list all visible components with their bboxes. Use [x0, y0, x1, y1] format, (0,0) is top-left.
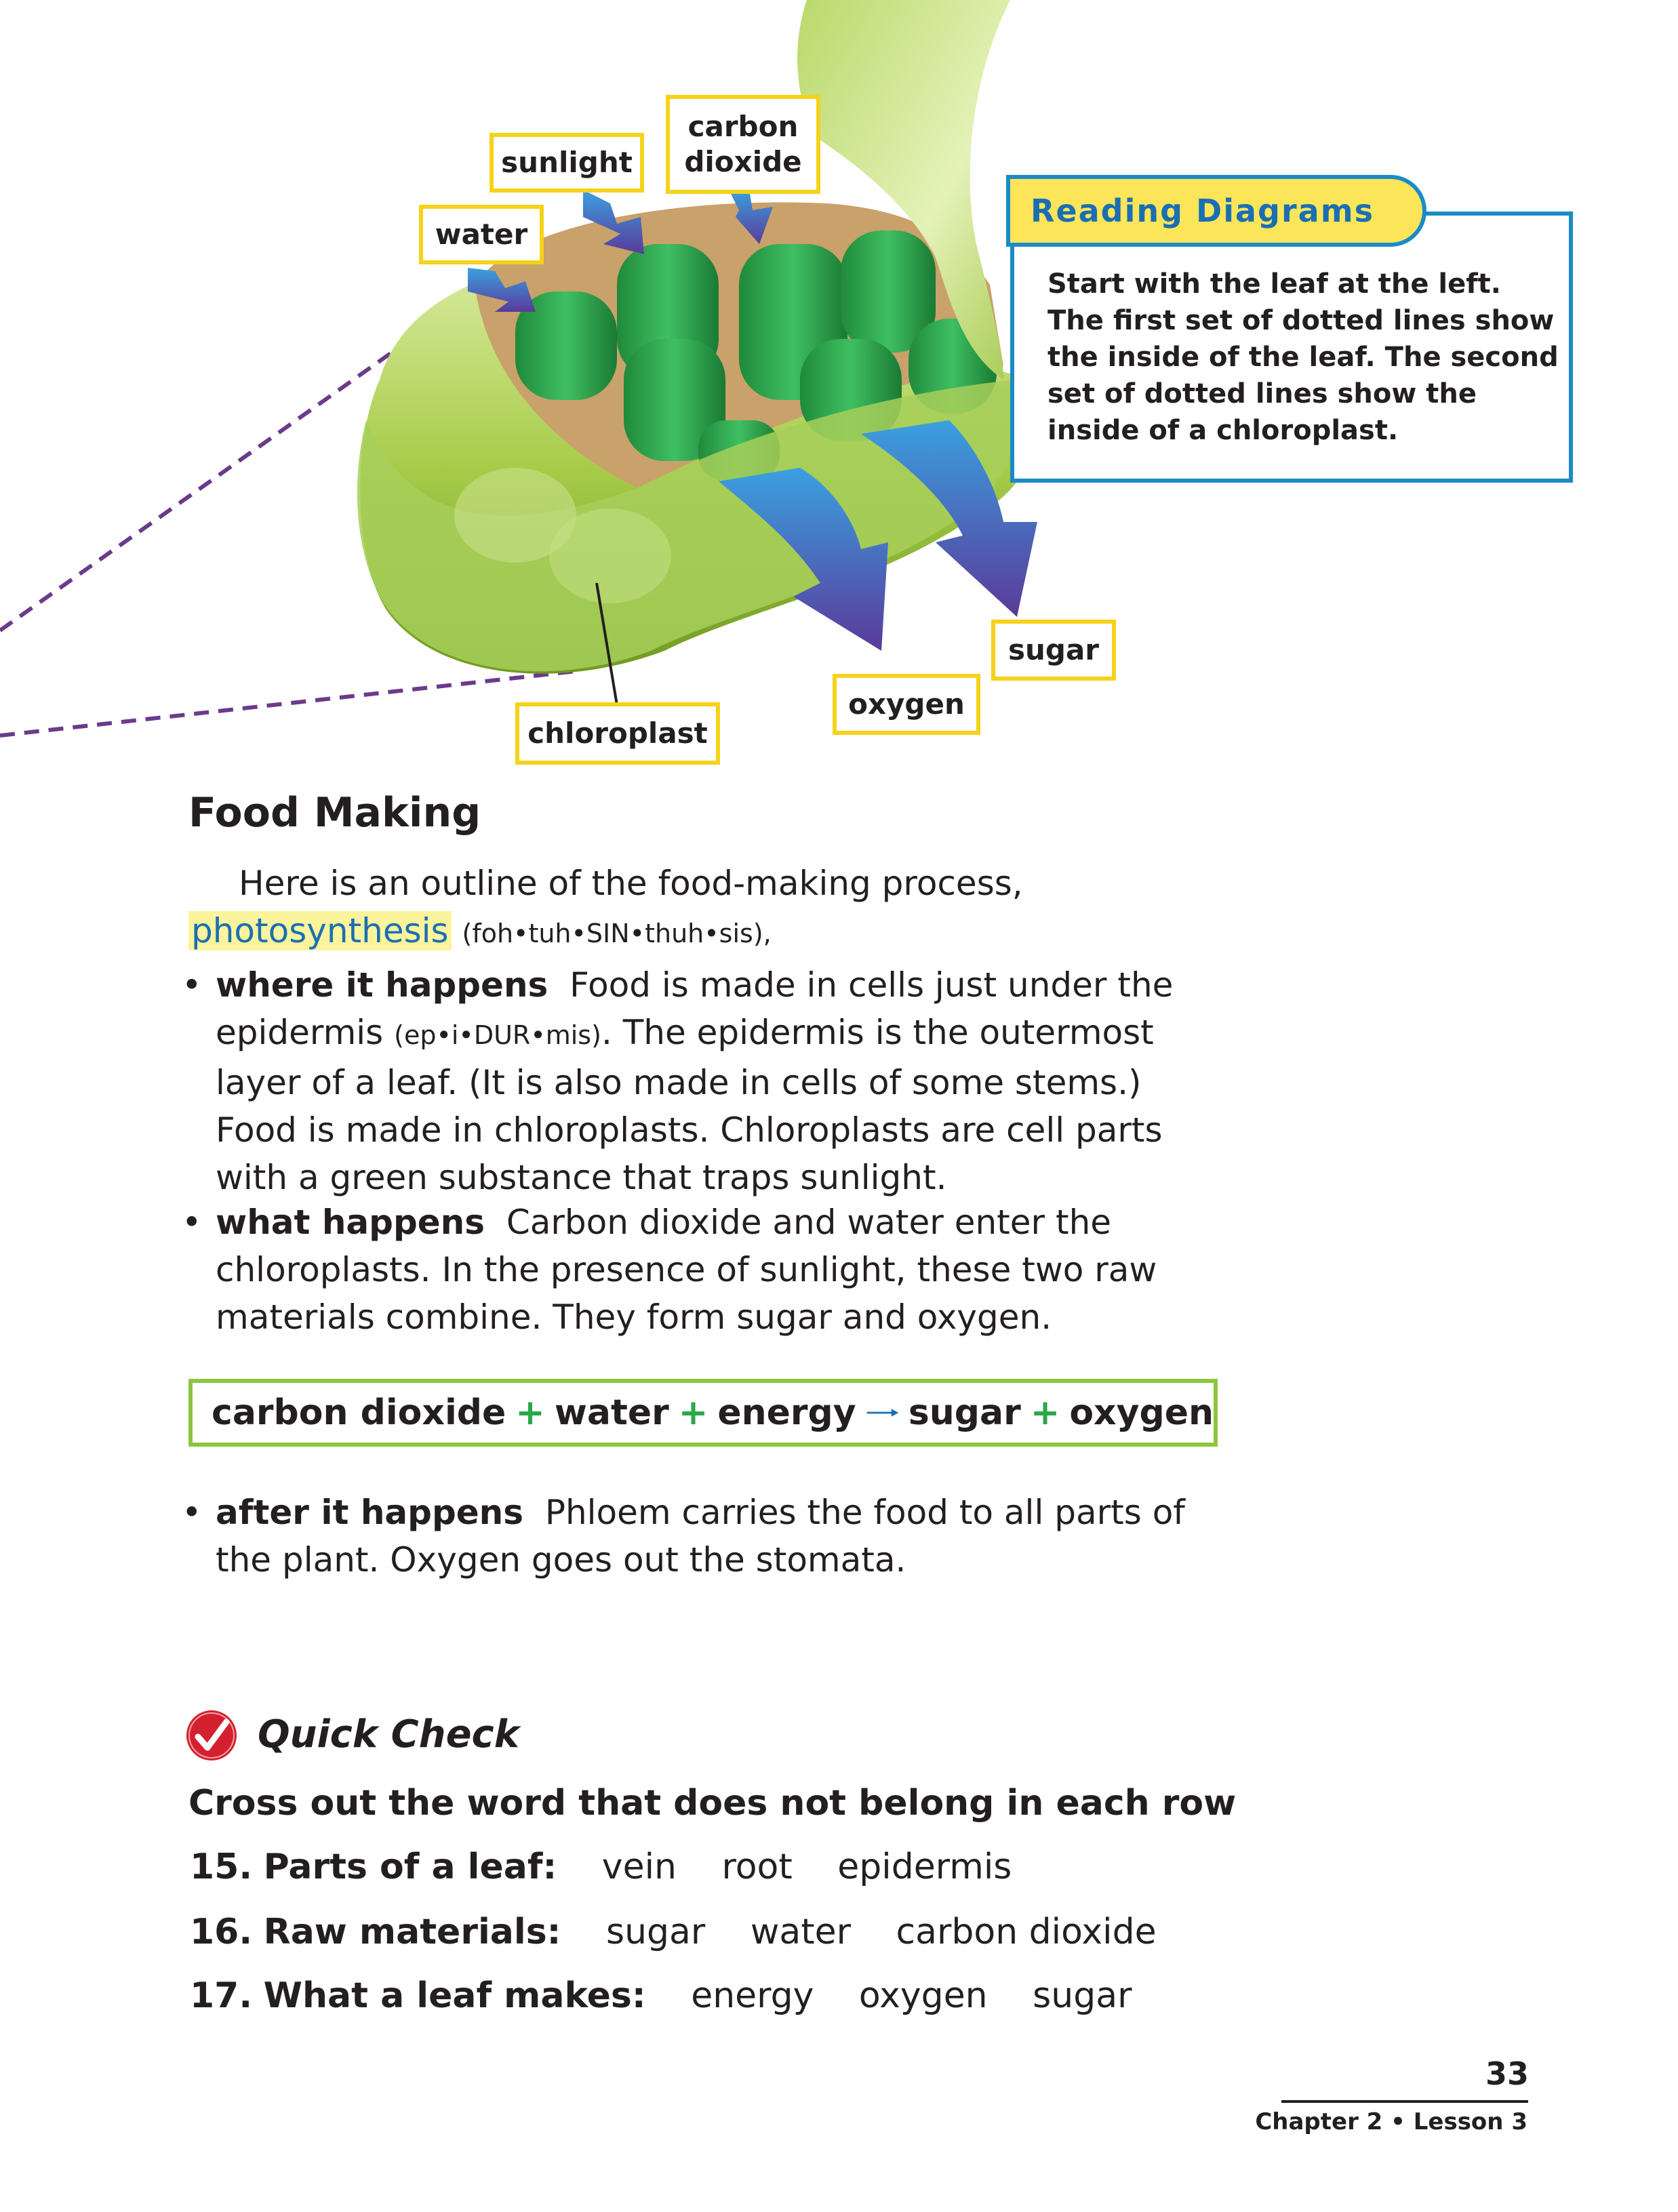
qc-num: 16. [190, 1912, 253, 1952]
label-carbon-dioxide: carbon dioxide [666, 95, 820, 194]
bullet-where-line2b: . The epidermis is the outermost [601, 1013, 1154, 1052]
qc-option[interactable]: oxygen [858, 1975, 988, 2016]
term-photosynthesis: photosynthesis [188, 911, 452, 950]
qc-option[interactable]: carbon dioxide [896, 1912, 1157, 1952]
section-title: Food Making [188, 789, 481, 837]
quick-check-title: Quick Check [258, 1712, 519, 1756]
label-sunlight: sunlight [490, 133, 644, 193]
checkmark-icon [184, 1708, 239, 1763]
eq-carbon-dioxide: carbon dioxide [212, 1392, 506, 1433]
qc-label: Parts of a leaf: [263, 1847, 557, 1887]
eq-plus: + [1030, 1392, 1060, 1433]
footer-rule [1281, 2100, 1528, 2103]
bullet-after [182, 1489, 1239, 1590]
term-line [188, 907, 772, 957]
quick-check-row [190, 1975, 1132, 2016]
qc-option[interactable]: root [721, 1847, 793, 1887]
eq-plus: + [515, 1392, 545, 1433]
bullet-where-text [216, 961, 1239, 1201]
photosynthesis-equation [188, 1379, 1218, 1447]
bullet-where-line2a: epidermis [216, 1013, 384, 1052]
bullet-after-body: Phloem carries the food to all parts of the plant. Oxygen goes out the stomata. [216, 1493, 1185, 1580]
bullet-where [182, 961, 1239, 1199]
qc-num: 17. [190, 1975, 253, 2016]
qc-option[interactable]: epidermis [837, 1847, 1012, 1887]
qc-label: What a leaf makes: [263, 1975, 646, 2016]
qc-option[interactable]: water [750, 1912, 851, 1952]
qc-option[interactable]: sugar [606, 1912, 706, 1952]
bullet-dot: • [182, 1203, 202, 1242]
qc-option[interactable]: sugar [1033, 1975, 1132, 2016]
bullet-dot: • [182, 965, 202, 1005]
eq-energy: energy [717, 1392, 856, 1433]
label-sugar: sugar [991, 620, 1116, 681]
chapter-lesson: Chapter 2 • Lesson 3 [1255, 2108, 1527, 2135]
eq-oxygen: oxygen [1069, 1392, 1214, 1433]
reading-diagrams-text: Start with the leaf at the left. The first set of dotted lines show the inside of the leaf. The second set of dotted lines show the inside of a chloroplast. [1047, 268, 1559, 446]
bullet-where-pron: (ep•i•DUR•mis) [394, 1020, 601, 1050]
reading-diagrams-tab [1006, 175, 1426, 247]
eq-plus: + [678, 1392, 708, 1433]
label-chloroplast: chloroplast [515, 702, 720, 765]
label-oxygen: oxygen [833, 674, 980, 735]
label-water: water [419, 205, 544, 264]
bullet-after-lead: after it happens [216, 1493, 524, 1532]
qc-num: 15. [190, 1847, 253, 1887]
bullet-where-lead: where it happens [216, 965, 548, 1005]
bullet-where-rest: layer of a leaf. (It is also made in cells of some stems.) Food is made in chloroplasts. Chloroplasts are cell parts with a green substance that traps sunlight. [216, 1063, 1163, 1197]
bullet-where-line1: Food is made in cells just under the [570, 965, 1174, 1005]
qc-option[interactable]: energy [691, 1975, 814, 2016]
term-pronunciation: (foh•tuh•SIN•thuh•sis), [462, 919, 772, 948]
bullet-what-body: Carbon dioxide and water enter the chloroplasts. In the presence of sunlight, these two raw materials combine. They form sugar and oxygen. [216, 1203, 1157, 1337]
quick-check-row [190, 1912, 1157, 1952]
reading-diagrams-title: Reading Diagrams [1031, 193, 1375, 229]
bullet-what-lead: what happens [216, 1203, 485, 1242]
bullet-dot: • [182, 1493, 202, 1532]
intro-line: Here is an outline of the food-making process, [239, 864, 1023, 903]
bullet-what [182, 1199, 1239, 1348]
qc-option[interactable]: vein [601, 1847, 677, 1887]
arrow-right-icon [866, 1399, 899, 1426]
eq-sugar: sugar [908, 1392, 1021, 1433]
quick-check-row [190, 1847, 1012, 1887]
bullet-after-text [216, 1489, 1219, 1584]
page-number: 33 [1485, 2055, 1529, 2092]
qc-label: Raw materials: [263, 1912, 561, 1952]
quick-check-instruction: Cross out the word that does not belong in each row [188, 1783, 1237, 1824]
bullet-what-text [216, 1199, 1212, 1341]
eq-water: water [554, 1392, 669, 1433]
